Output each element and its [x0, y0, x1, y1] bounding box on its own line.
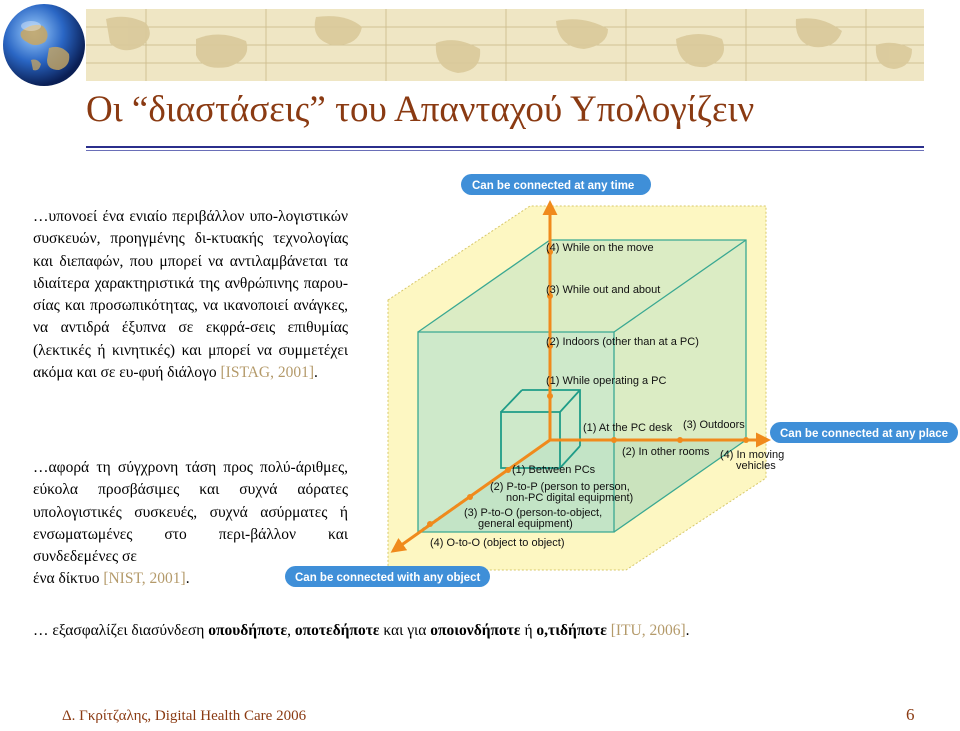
- object-level-2-line1: (2) P-to-P (person to person,: [490, 481, 630, 493]
- object-level-3-line2: general equipment): [478, 518, 573, 530]
- object-level-4: (4) O-to-O (object to object): [430, 537, 565, 549]
- paragraph-nist-text: …αφορά τη σύγχρονη τάση προς πολύ-άριθμες, εύκολα προσβάσιμες και συχνά αόρατες υπολογιστικές συσκευές, συχνά ασύρματες ή ενσωματωμένες στο περι-βάλλον και συνδεδεμένες σε: [33, 459, 348, 566]
- pill-any-place-label: Can be connected at any place: [780, 428, 949, 440]
- bottom-anyone: οποιονδήποτε: [430, 622, 521, 639]
- place-level-1: (1) At the PC desk: [583, 422, 673, 434]
- object-level-3-line1: (3) P-to-O (person-to-object,: [464, 507, 603, 519]
- place-level-4-line1: (4) In moving: [720, 449, 785, 461]
- citation-itu: [ITU, 2006]: [610, 622, 686, 639]
- place-level-3: (3) Outdoors: [683, 419, 745, 431]
- object-level-1: (1) Between PCs: [512, 464, 596, 476]
- object-level-2-line2: non-PC digital equipment): [506, 492, 634, 504]
- pill-any-place: [770, 422, 958, 443]
- slide-title: Οι “διαστάσεις” του Απανταχού Υπολογίζειν: [86, 89, 755, 130]
- paragraph-istag-end: .: [314, 364, 318, 382]
- pill-any-object-label: Can be connected with any object: [295, 572, 481, 584]
- bottom-anything: ο,τιδήποτε: [536, 622, 607, 639]
- time-level-3: (3) While out and about: [546, 284, 661, 296]
- bottom-prefix: … εξασφαλίζει διασύνδεση: [33, 622, 209, 639]
- time-level-2: (2) Indoors (other than at a PC): [546, 336, 699, 348]
- page-number: 6: [906, 705, 915, 724]
- citation-istag: [ISTAG, 2001]: [220, 364, 314, 382]
- bottom-end: .: [685, 622, 690, 639]
- footer-author: Δ. Γκρίτζαλης, Digital Health Care 2006: [62, 708, 307, 724]
- pill-any-time: [461, 174, 651, 195]
- bottom-mid: και για: [379, 622, 431, 639]
- place-level-4-line2: vehicles: [736, 460, 776, 472]
- pill-any-object: [285, 566, 490, 587]
- bottom-anytime: οποτεδήποτε: [294, 622, 380, 639]
- bottom-summary: [33, 622, 690, 640]
- paragraph-nist-end: .: [185, 570, 190, 588]
- paragraph-nist-last: ένα δίκτυο: [33, 570, 104, 588]
- paragraph-istag-text: …υπονοεί ένα ενιαίο περιβάλλον υπο-λογιστικών συσκευών, προηγμένης δι-κτυακής τεχνολογίας και διεπαφών, που μπορεί να αντιλαμβάνεται τα ιδιαίτερα χαρακτηριστικά της ανθρώπινης παρου-σίας και προσωπικότητας, να ικανοποιεί ανάγκες, να αντιδρά έξυπνα σε εκφρά-σεις επιθυμίας (λεκτικές ή κινητικές) και μπορεί να συμμετέχει ακόμα και σε ευ-φυή διάλογο: [33, 208, 348, 382]
- bottom-anywhere: οπουδήποτε: [208, 622, 288, 639]
- citation-nist: [NIST, 2001]: [103, 570, 186, 588]
- bottom-or: ή: [520, 622, 537, 639]
- bottom-sep: ,: [287, 622, 295, 639]
- time-level-4: (4) While on the move: [546, 242, 654, 254]
- time-level-1: (1) While operating a PC: [546, 375, 667, 387]
- pill-any-time-label: Can be connected at any time: [472, 180, 635, 192]
- place-level-2: (2) In other rooms: [622, 446, 710, 458]
